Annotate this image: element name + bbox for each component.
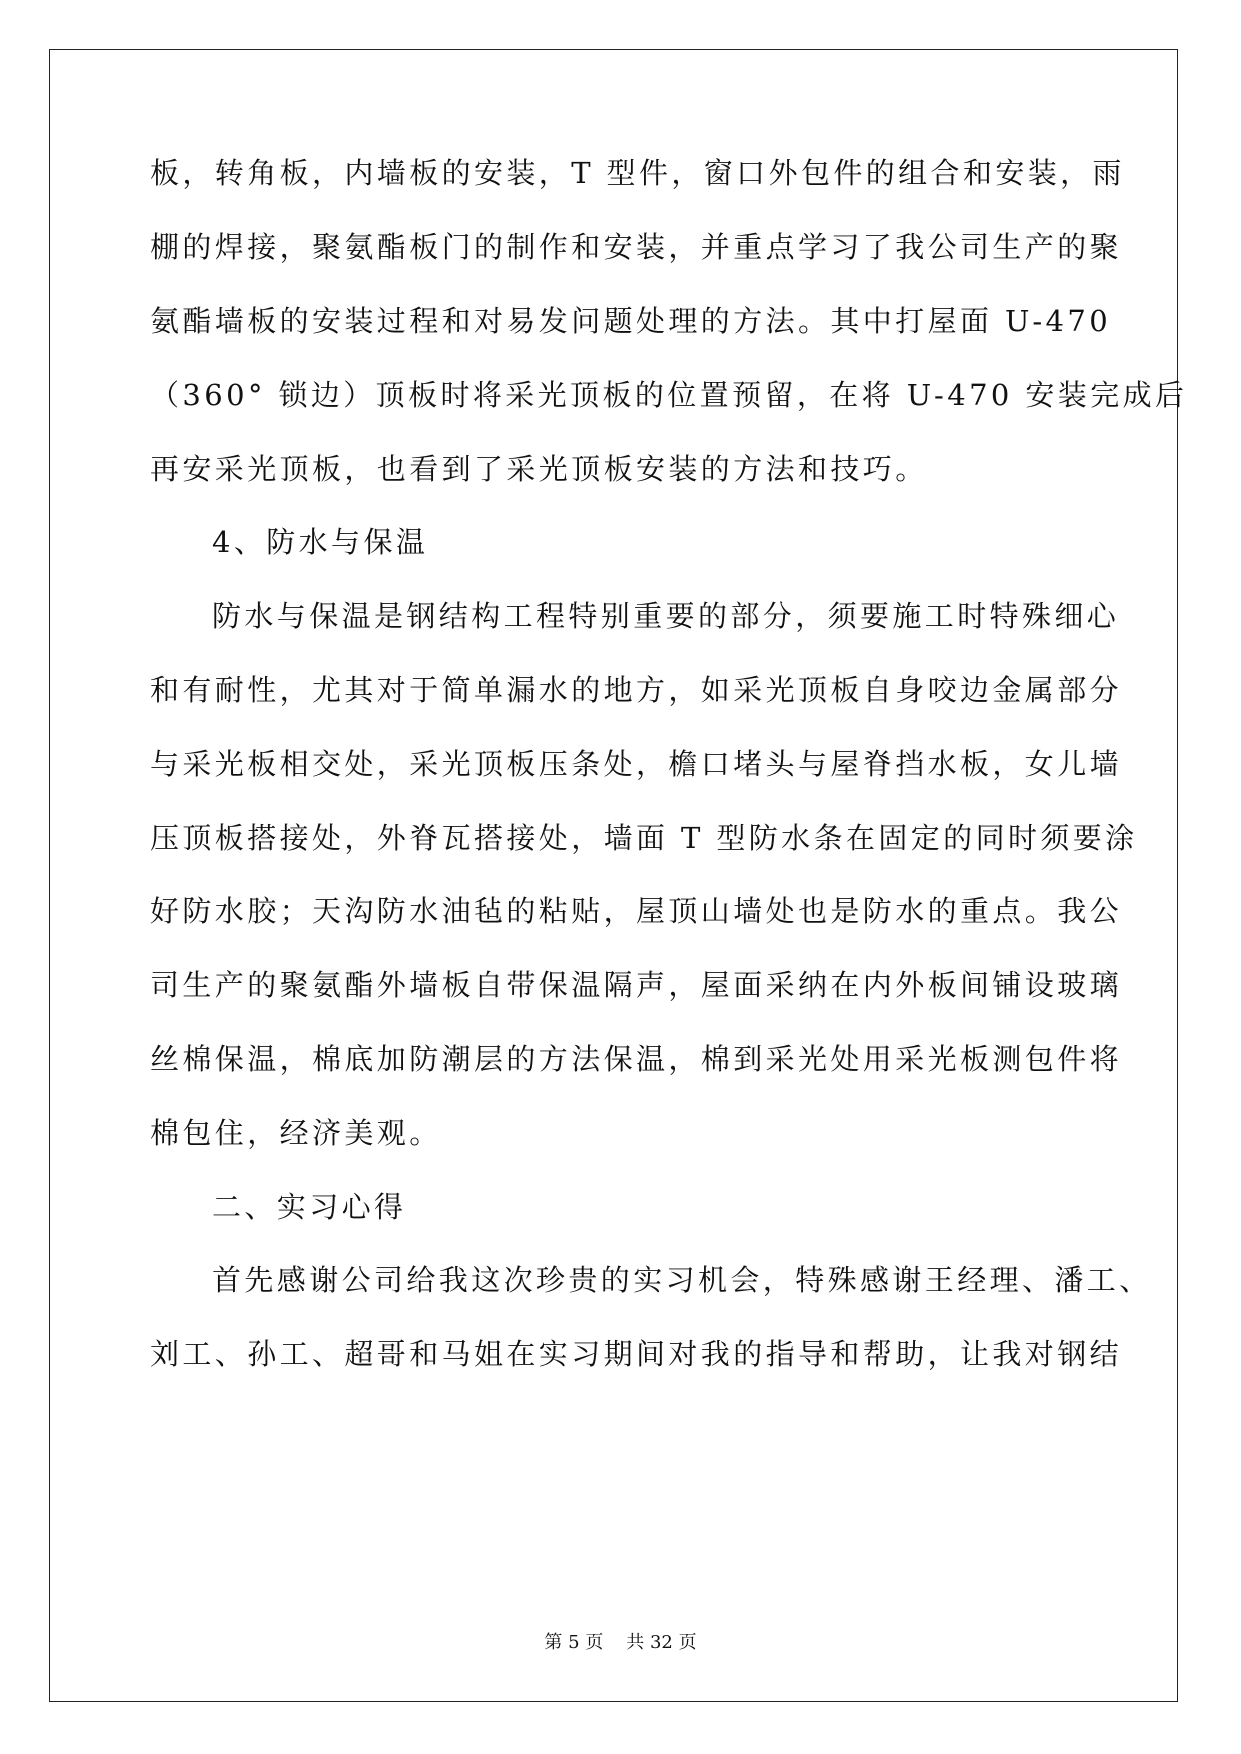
section-heading: 4、防水与保温 bbox=[212, 525, 429, 559]
paragraph-line: 再安采光顶板，也看到了采光顶板安装的方法和技巧。 bbox=[150, 452, 928, 486]
page-border bbox=[49, 49, 1178, 1702]
paragraph-line: 和有耐性，尤其对于简单漏水的地方，如采光顶板自身咬边金属部分 bbox=[150, 673, 1123, 707]
paragraph-line: 司生产的聚氨酯外墙板自带保温隔声，屋面采纳在内外板间铺设玻璃 bbox=[150, 968, 1123, 1002]
paragraph-line: 板，转角板，内墙板的安装，T 型件，窗口外包件的组合和安装，雨 bbox=[150, 156, 1125, 190]
paragraph-line: 与采光板相交处，采光顶板压条处，檐口堵头与屋脊挡水板，女儿墙 bbox=[150, 747, 1123, 781]
paragraph-line: （360° 锁边）顶板时将采光顶板的位置预留，在将 U-470 安装完成后 bbox=[150, 378, 1188, 412]
page-footer bbox=[0, 1632, 1241, 1654]
section-heading: 二、实习心得 bbox=[212, 1190, 407, 1224]
paragraph-line: 丝棉保温，棉底加防潮层的方法保温，棉到采光处用采光板测包件将 bbox=[150, 1042, 1123, 1076]
paragraph-line: 棉包住，经济美观。 bbox=[150, 1116, 442, 1150]
paragraph-line: 好防水胶；天沟防水油毡的粘贴，屋顶山墙处也是防水的重点。我公 bbox=[150, 894, 1123, 928]
page-number: 第 5 页 bbox=[544, 1632, 604, 1653]
paragraph-line: 首先感谢公司给我这次珍贵的实习机会，特殊感谢王经理、潘工、 bbox=[212, 1263, 1152, 1297]
paragraph-line: 棚的焊接，聚氨酯板门的制作和安装，并重点学习了我公司生产的聚 bbox=[150, 230, 1123, 264]
paragraph-line: 防水与保温是钢结构工程特别重要的部分，须要施工时特殊细心 bbox=[212, 599, 1120, 633]
paragraph-line: 压顶板搭接处，外脊瓦搭接处，墙面 T 型防水条在固定的同时须要涂 bbox=[150, 821, 1138, 855]
paragraph-line: 刘工、孙工、超哥和马姐在实习期间对我的指导和帮助，让我对钢结 bbox=[150, 1337, 1123, 1371]
paragraph-line: 氨酯墙板的安装过程和对易发问题处理的方法。其中打屋面 U-470 bbox=[150, 304, 1112, 338]
page-total: 共 32 页 bbox=[626, 1632, 697, 1653]
